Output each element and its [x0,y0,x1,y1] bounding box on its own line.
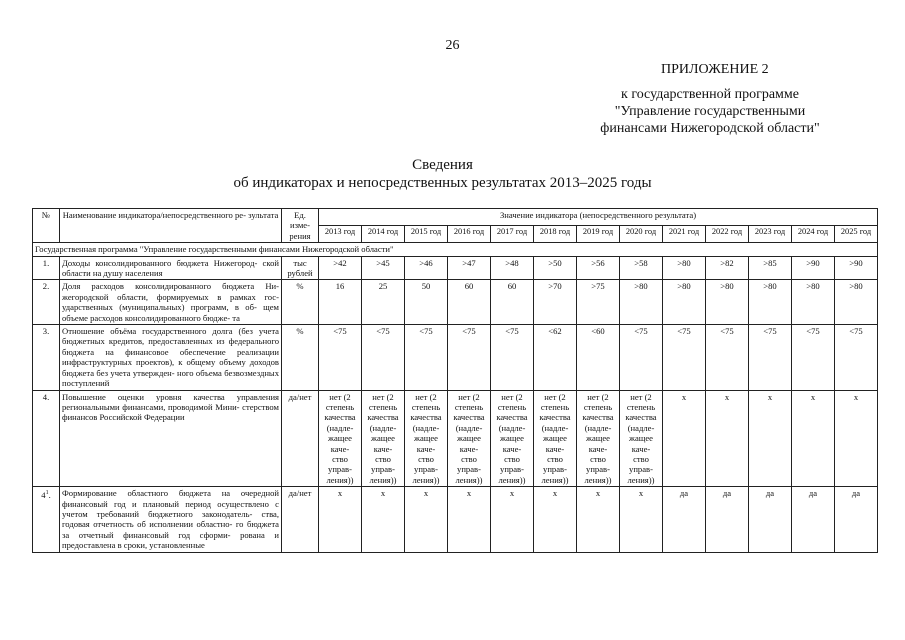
value-cell: нет (2 степень качества (надле- жащее каче- ство управ- ления)) [405,390,448,487]
value-cell: x [792,390,835,487]
value-cell: да [835,487,878,552]
value-cell: 60 [448,280,491,325]
value-cell: <60 [577,325,620,390]
header-year: 2015 год [405,226,448,243]
appendix-title: ПРИЛОЖЕНИЕ 2 [661,62,769,77]
table-row [33,256,878,280]
value-cell: x [319,487,362,552]
row-number-superscript: 1 [45,490,49,497]
indicator-name: Формирование областного бюджета на очередной финансовый год и плановый период осуществлено с учетом требований бюджетного законодатель- ства, годовая отчетность об исполнении областно- го бюджета за отчетный финансовый год сформи- рована и предоставлена в сроки, установленные [60,487,282,552]
table-row [33,325,878,390]
value-cell: <75 [319,325,362,390]
value-cell: x [835,390,878,487]
header-year: 2014 год [362,226,405,243]
value-cell: >80 [663,256,706,280]
appendix-line-3: финансами Нижегородской области" [600,121,820,136]
header-year: 2021 год [663,226,706,243]
value-cell: <75 [405,325,448,390]
value-cell: x [534,487,577,552]
value-cell: >42 [319,256,362,280]
value-cell: да [706,487,749,552]
header-year: 2023 год [749,226,792,243]
row-number: 2. [33,280,60,325]
value-cell: да [749,487,792,552]
appendix-line-2: "Управление государственными [614,104,806,119]
value-cell: 60 [491,280,534,325]
value-cell: >80 [663,280,706,325]
value-cell: <62 [534,325,577,390]
value-cell: >82 [706,256,749,280]
value-cell: >75 [577,280,620,325]
value-cell: >80 [792,280,835,325]
value-cell: <75 [362,325,405,390]
value-cell: <75 [491,325,534,390]
table-row [33,280,878,325]
value-cell: x [491,487,534,552]
header-year: 2025 год [835,226,878,243]
row-number: 1. [33,256,60,280]
value-cell: да [663,487,706,552]
value-cell: >80 [749,280,792,325]
unit-cell: да/нет [282,390,319,487]
value-cell: нет (2 степень качества (надле- жащее каче- ство управ- ления)) [491,390,534,487]
table-row [33,487,878,552]
section-title: Государственная программа "Управление государственными финансами Нижегородской области" [33,243,878,256]
appendix-subtitle [560,86,860,137]
value-cell: >80 [620,280,663,325]
header-year: 2024 год [792,226,835,243]
value-cell: нет (2 степень качества (надле- жащее каче- ство управ- ления)) [448,390,491,487]
value-cell: <75 [835,325,878,390]
value-cell: >50 [534,256,577,280]
value-cell: x [362,487,405,552]
header-num: № [33,209,60,243]
value-cell: 16 [319,280,362,325]
header-name: Наименование индикатора/непосредственного ре- зультата [60,209,282,243]
header-year: 2020 год [620,226,663,243]
table-row [33,390,878,487]
indicator-name: Доходы консолидированного бюджета Нижегород- ской области на душу населения [60,256,282,280]
value-cell: нет (2 степень качества (надле- жащее каче- ство управ- ления)) [319,390,362,487]
value-cell: >47 [448,256,491,280]
value-cell: <75 [792,325,835,390]
header-row-1 [33,209,878,226]
value-cell: нет (2 степень качества (надле- жащее каче- ство управ- ления)) [534,390,577,487]
header-year: 2022 год [706,226,749,243]
unit-cell: % [282,280,319,325]
value-cell: да [792,487,835,552]
value-cell: >80 [706,280,749,325]
value-cell: <75 [749,325,792,390]
row-number: $4^1$. [33,487,60,552]
value-cell: >45 [362,256,405,280]
value-cell: <75 [663,325,706,390]
value-cell: x [706,390,749,487]
value-cell: >90 [792,256,835,280]
title-line-1: Сведения [412,157,473,173]
header-year: 2018 год [534,226,577,243]
value-cell: нет (2 степень качества (надле- жащее каче- ство управ- ления)) [577,390,620,487]
indicator-name: Повышение оценки уровня качества управления региональными финансами, проводимой Мини- стерством финансов Российской Федерации [60,390,282,487]
value-cell: >56 [577,256,620,280]
value-cell: x [663,390,706,487]
document-title [200,156,685,192]
value-cell: >85 [749,256,792,280]
section-row [33,243,878,256]
value-cell: x [749,390,792,487]
header-value-group: Значение индикатора (непосредственного результата) [319,209,878,226]
value-cell: нет (2 степень качества (надле- жащее каче- ство управ- ления)) [362,390,405,487]
indicators-table [32,208,878,553]
unit-cell: % [282,325,319,390]
indicator-name: Доля расходов консолидированного бюджета Ни- жегородской области, формируемых в рамках гос- ударственных (муниципальных) программ, в об- щем объеме расходов консолидированного бюдже- та [60,280,282,325]
header-unit: Ед. изме- рения [282,209,319,243]
header-year: 2017 год [491,226,534,243]
value-cell: >46 [405,256,448,280]
value-cell: <75 [706,325,749,390]
value-cell: x [620,487,663,552]
value-cell: >80 [835,280,878,325]
unit-cell: тыс рублей [282,256,319,280]
header-year: 2019 год [577,226,620,243]
value-cell: >58 [620,256,663,280]
page-number: 26 [445,38,460,53]
value-cell: >70 [534,280,577,325]
value-cell: >90 [835,256,878,280]
row-number: 4. [33,390,60,487]
indicator-name: Отношение объёма государственного долга (без учета бюджетных кредитов, предоставленных из федерального бюджета на финансовое обеспечение реализации инфраструктурных проектов), к общему объему доходов бюджета без учета утвержден- ного объема безвозмездных поступлений [60,325,282,390]
value-cell: <75 [620,325,663,390]
value-cell: x [577,487,620,552]
value-cell: <75 [448,325,491,390]
appendix-line-1: к государственной программе [621,87,799,102]
row-number: 3. [33,325,60,390]
header-year: 2013 год [319,226,362,243]
title-line-2: об индикаторах и непосредственных результатах 2013–2025 годы [233,175,652,191]
value-cell: 50 [405,280,448,325]
value-cell: x [448,487,491,552]
value-cell: нет (2 степень качества (надле- жащее каче- ство управ- ления)) [620,390,663,487]
unit-cell: да/нет [282,487,319,552]
header-year: 2016 год [448,226,491,243]
value-cell: x [405,487,448,552]
value-cell: 25 [362,280,405,325]
value-cell: >48 [491,256,534,280]
